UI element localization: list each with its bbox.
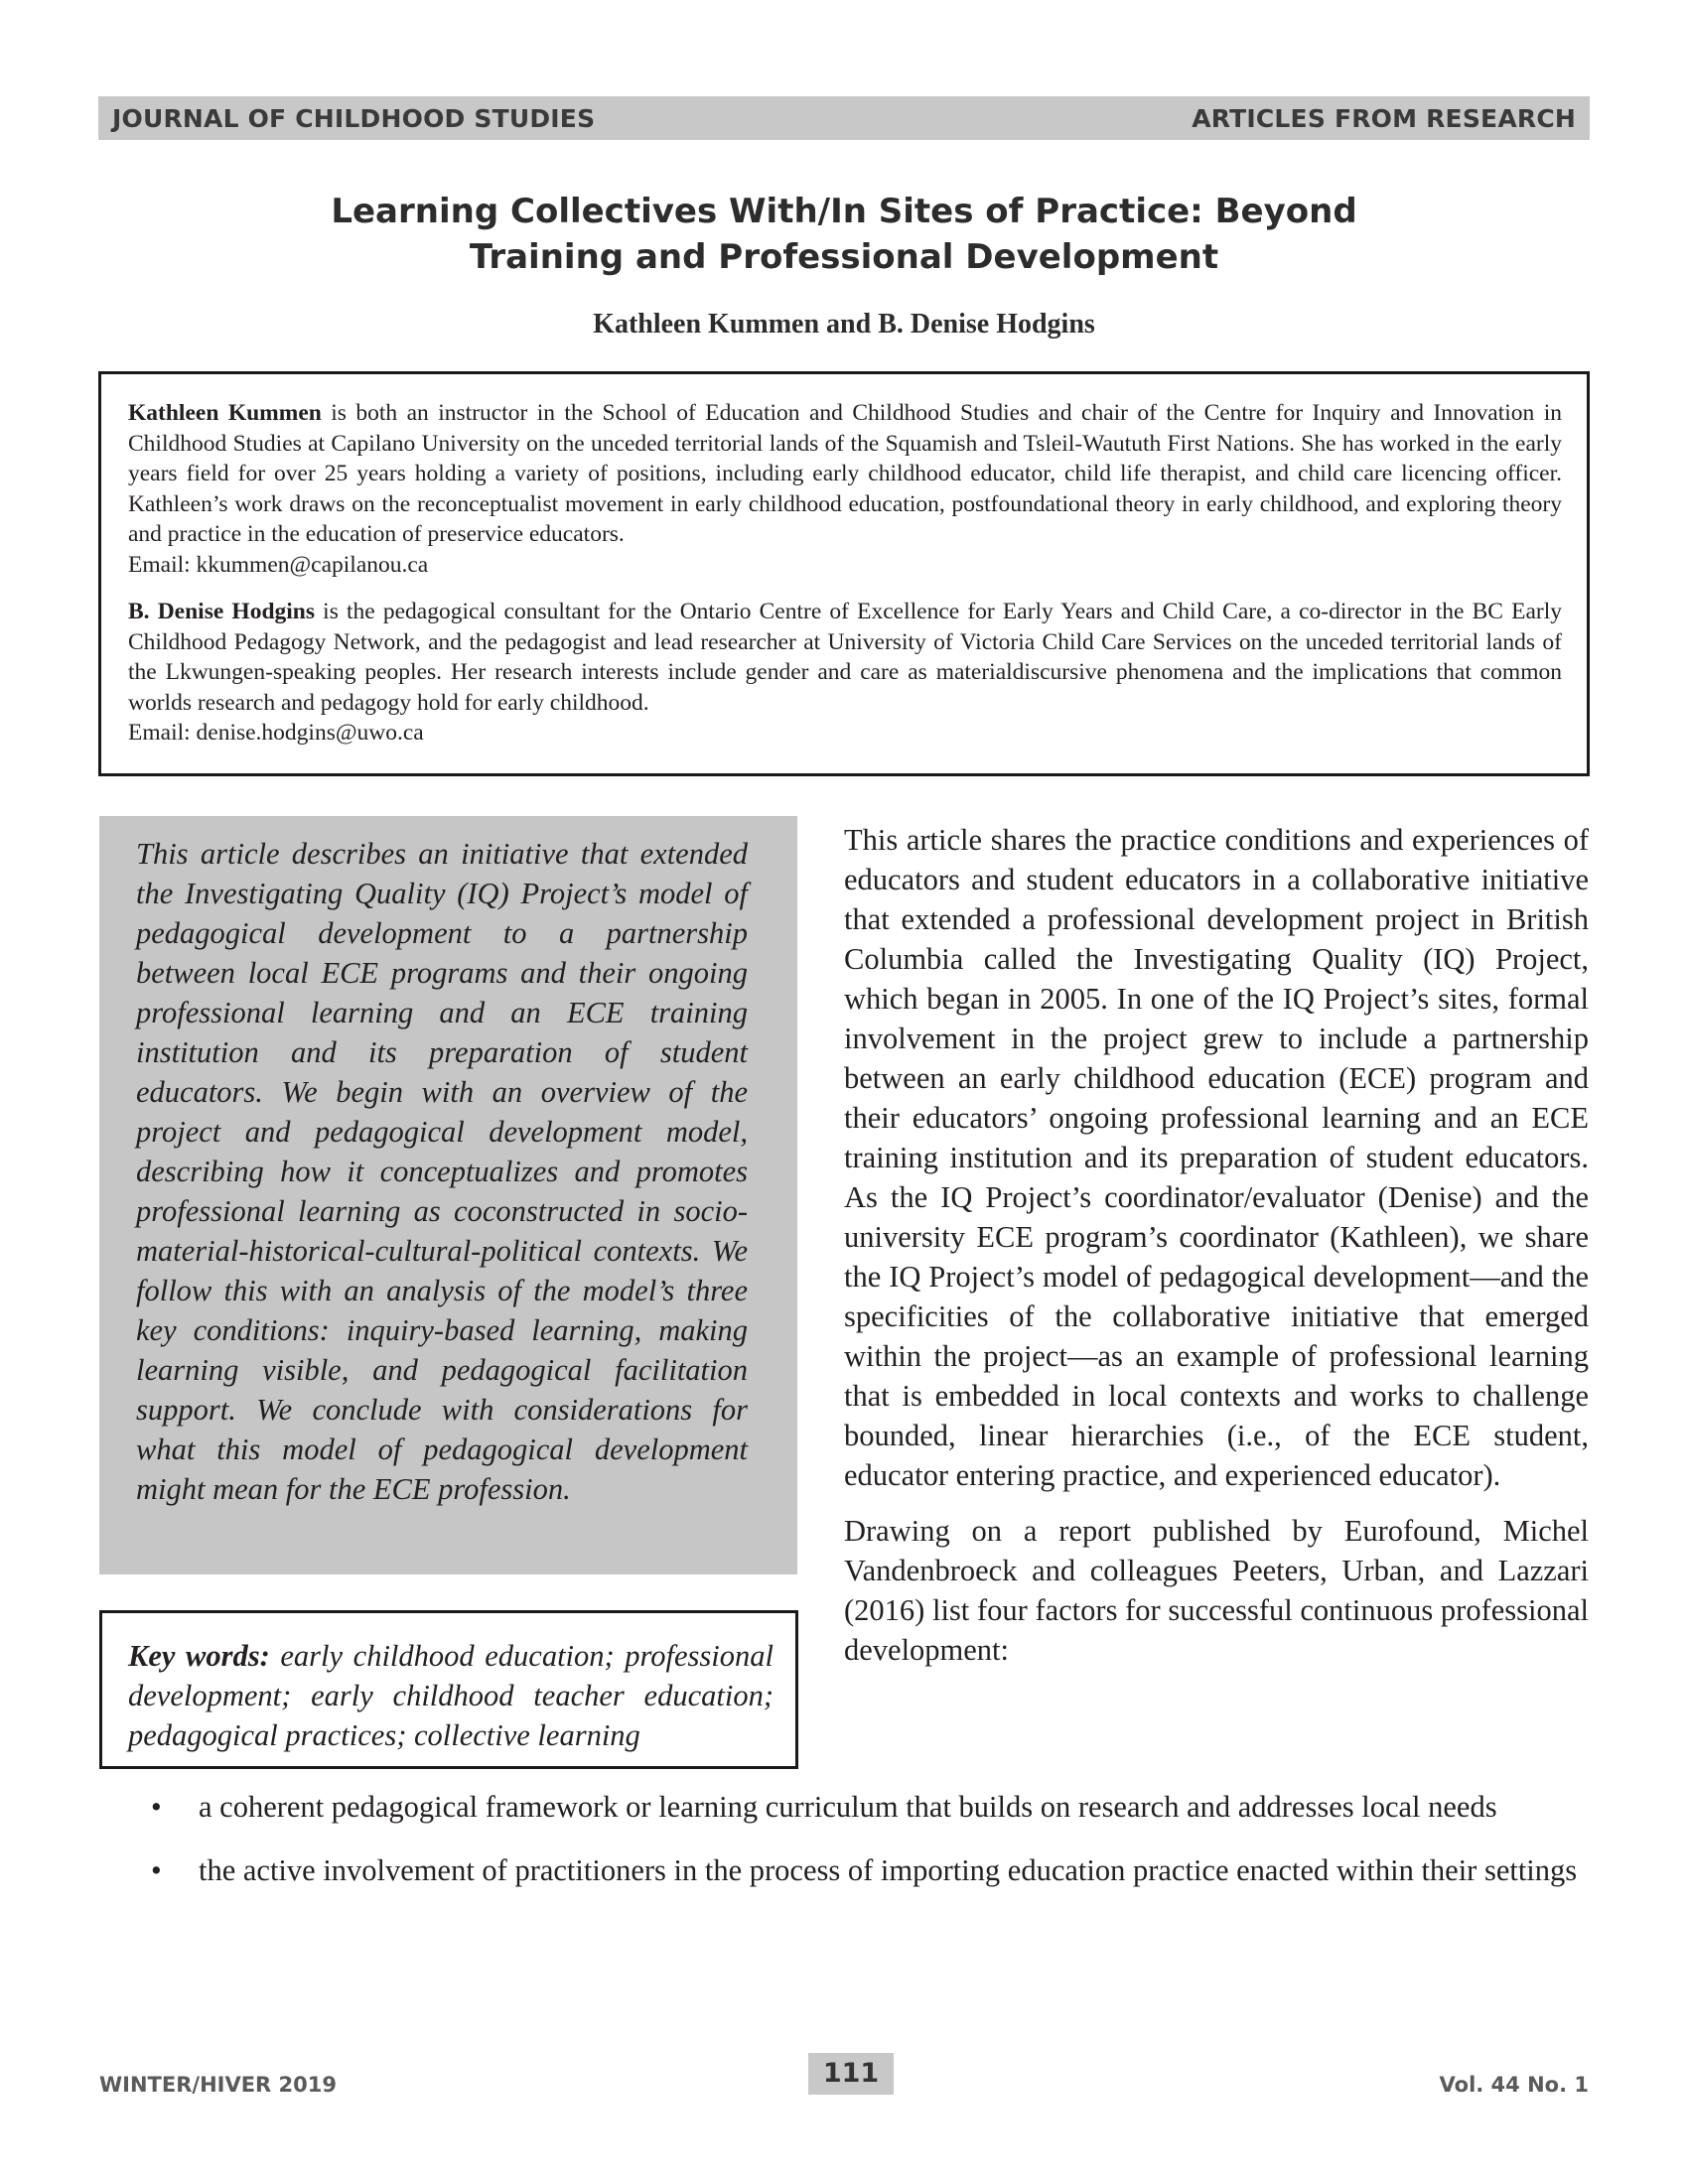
bio-email: Email: denise.hodgins@uwo.ca [128, 720, 424, 746]
author-bio-kummen [128, 398, 1562, 580]
bio-author-name: B. Denise Hodgins [128, 599, 316, 624]
bio-text: is the pedagogical consultant for the Ontario Centre of Excellence for Early Years and Child Care, a co-director in the BC Early Childhood Pedagogy Network, and the pedagogist and lead researcher at University of Victoria Child Care Services on the unceded territorial lands of the Lkwungen-speaking peoples. Her research interests include gender and care as materialdiscursive phenomena and the implications that common worlds research and pedagogy hold for early childhood. [128, 599, 1563, 716]
keywords-label: Key words: [128, 1639, 270, 1673]
keywords-text: early childhood education; professional development; early childhood teacher education; pedagogical practices; collective learning [128, 1639, 774, 1752]
abstract-text: This article describes an initiative that extended the Investigating Quality (IQ) Project’s model of pedagogical development to a partnership between local ECE programs and their ongoing professional learning and an ECE training institution and its preparation of student educators. We begin with an overview of the project and pedagogical development model, describing how it conceptualizes and promotes professional learning as coconstructed in socio-material-historical-cultural-political contexts. We follow this with an analysis of the model’s three key conditions: inquiry-based learning, making learning visible, and pedagogical facilitation support. We conclude with considerations for what this model of pedagogical development might mean for the ECE profession. [136, 837, 748, 1506]
running-header [98, 96, 1590, 140]
title-line-1: Learning Collectives With/In Sites of Practice: Beyond [331, 192, 1357, 231]
bio-text: is both an instructor in the School of Education and Childhood Studies and chair of the Centre for Inquiry and Innovation in Childhood Studies at Capilano University on the unceded territorial lands of the Squamish and Tsleil-Waututh First Nations. She has worked in the early years field for over 25 years holding a variety of positions, including early childhood educator, child life therapist, and child care licencing officer. Kathleen’s work draws on the reconceptualist movement in early childhood education, postfoundational theory in early childhood, and exploring theory and practice in the education of preservice educators. [128, 400, 1563, 547]
bio-email: Email: kkummen@capilanou.ca [128, 551, 429, 578]
author-line: Kathleen Kummen and B. Denise Hodgins [593, 309, 1095, 340]
body-paragraph-1: This article shares the practice conditions and experiences of educators and student educators in a collaborative initiative that extended a professional development project in British Columbia called the Investigating Quality (IQ) Project, which began in 2005. In one of the IQ Project’s sites, formal involvement in the project grew to include a partnership between an early childhood education (ECE) program and their educators’ ongoing professional learning and an ECE training institution and its preparation of student educators. As the IQ Project’s coordinator/evaluator (Denise) and the university ECE program’s coordinator (Kathleen), we share the IQ Project’s model of pedagogical development—and the specificities of the collaborative initiative that emerged within the project—as an example of professional learning that is embedded in local contexts and works to challenge bounded, linear hierarchies (i.e., of the ECE student, educator entering practice, and experienced educator). [844, 823, 1589, 1492]
bullet-icon: • [151, 1853, 162, 1887]
title-line-2: Training and Professional Development [469, 237, 1219, 277]
body-paragraph-2: Drawing on a report published by Eurofound, Michel Vandenbroeck and colleagues Peeters, Urban, and Lazzari (2016) list four factors for successful continuous professional development: [844, 1514, 1589, 1667]
journal-name: JOURNAL OF CHILDHOOD STUDIES [112, 103, 596, 133]
factor-list [149, 1787, 1589, 1914]
footer-issue: WINTER/HIVER 2019 [99, 2073, 337, 2097]
abstract-box [99, 816, 797, 1574]
footer-volume: Vol. 44 No. 1 [1439, 2073, 1589, 2097]
bio-author-name: Kathleen Kummen [128, 400, 322, 426]
list-item [149, 1850, 1589, 1890]
body-column [844, 820, 1589, 1686]
list-item [149, 1787, 1589, 1827]
author-bio-box [98, 371, 1590, 776]
author-bio-hodgins [128, 597, 1562, 749]
section-name: ARTICLES FROM RESEARCH [1192, 103, 1576, 133]
list-item-text: the active involvement of practitioners in the process of importing education practice enacted within their settings [199, 1853, 1578, 1887]
article-title [199, 189, 1489, 280]
bullet-icon: • [151, 1790, 162, 1824]
keywords-box [99, 1610, 798, 1769]
list-item-text: a coherent pedagogical framework or learning curriculum that builds on research and addresses local needs [199, 1790, 1497, 1824]
page-number: 111 [808, 2053, 894, 2095]
